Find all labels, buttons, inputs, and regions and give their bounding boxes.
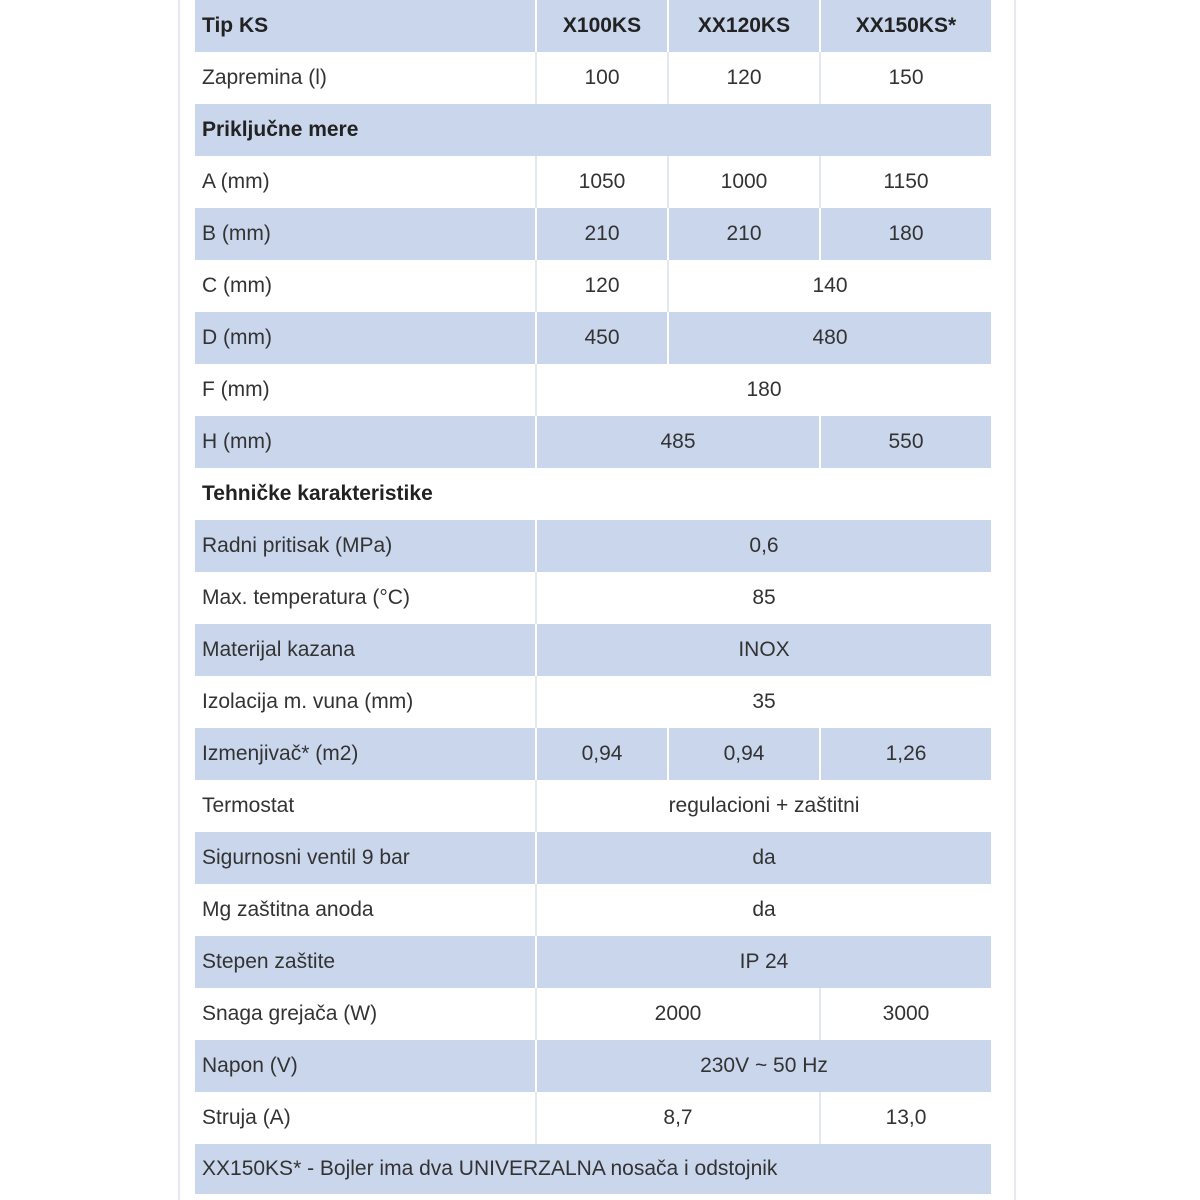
row-label: Struja (A) [195,1092,536,1144]
cell-value: 210 [536,208,668,260]
cell-value: 180 [536,364,991,416]
cell-value: 1000 [668,156,820,208]
cell-value: regulacioni + zaštitni [536,780,991,832]
row-label: F (mm) [195,364,536,416]
row-label: A (mm) [195,156,536,208]
header-model-xx120ks: XX120KS [668,0,820,52]
row-label: Radni pritisak (MPa) [195,520,536,572]
row-label: D (mm) [195,312,536,364]
row-label: H (mm) [195,416,536,468]
row-label: Termostat [195,780,536,832]
cell-value: da [536,884,991,936]
row-f [195,364,991,416]
cell-value: 120 [536,260,668,312]
row-label: Izolacija m. vuna (mm) [195,676,536,728]
row-zastita [195,936,991,988]
row-label: Max. temperatura (°C) [195,572,536,624]
cell-value: 485 [536,416,820,468]
cell-value: 1,26 [820,728,991,780]
cell-value: IP 24 [536,936,991,988]
row-c [195,260,991,312]
cell-value: 1050 [536,156,668,208]
footnote-row [195,1144,991,1194]
footnote: XX150KS* - Bojler ima dva UNIVERZALNA nosača i odstojnik [195,1144,991,1194]
cell-value: 2000 [536,988,820,1040]
row-label: B (mm) [195,208,536,260]
cell-value: 0,6 [536,520,991,572]
row-d [195,312,991,364]
header-model-x100ks: X100KS [536,0,668,52]
right-edge-divider [1014,0,1016,1200]
header-row [195,0,991,52]
spec-table [195,0,991,1194]
row-temperatura [195,572,991,624]
row-materijal [195,624,991,676]
row-b [195,208,991,260]
cell-value: 180 [820,208,991,260]
cell-value: 100 [536,52,668,104]
row-izolacija [195,676,991,728]
header-model-xx150ks: XX150KS* [820,0,991,52]
cell-value: 140 [668,260,991,312]
cell-value: 35 [536,676,991,728]
row-label: C (mm) [195,260,536,312]
section-title: Tehničke karakteristike [195,468,991,520]
row-snaga [195,988,991,1040]
row-napon [195,1040,991,1092]
cell-value: 85 [536,572,991,624]
row-label: Snaga grejača (W) [195,988,536,1040]
row-termostat [195,780,991,832]
cell-value: 0,94 [536,728,668,780]
row-struja [195,1092,991,1144]
cell-value: 13,0 [820,1092,991,1144]
section-tehnicke-karakteristike [195,468,991,520]
row-label: Materijal kazana [195,624,536,676]
row-zapremina [195,52,991,104]
row-ventil [195,832,991,884]
cell-value: 3000 [820,988,991,1040]
row-h [195,416,991,468]
cell-value: 0,94 [668,728,820,780]
cell-value: 150 [820,52,991,104]
cell-value: 8,7 [536,1092,820,1144]
cell-value: INOX [536,624,991,676]
cell-value: 550 [820,416,991,468]
row-label: Mg zaštitna anoda [195,884,536,936]
row-a [195,156,991,208]
row-label: Sigurnosni ventil 9 bar [195,832,536,884]
cell-value: 1150 [820,156,991,208]
row-izmenjivac [195,728,991,780]
left-edge-divider [178,0,180,1200]
row-pritisak [195,520,991,572]
cell-value: 480 [668,312,991,364]
cell-value: da [536,832,991,884]
row-label: Izmenjivač* (m2) [195,728,536,780]
cell-value: 210 [668,208,820,260]
section-prikljucne-mere [195,104,991,156]
row-label: Zapremina (l) [195,52,536,104]
section-title: Priključne mere [195,104,991,156]
row-label: Stepen zaštite [195,936,536,988]
cell-value: 120 [668,52,820,104]
row-anoda [195,884,991,936]
header-label: Tip KS [195,0,536,52]
cell-value: 450 [536,312,668,364]
row-label: Napon (V) [195,1040,536,1092]
cell-value: 230V ~ 50 Hz [536,1040,991,1092]
